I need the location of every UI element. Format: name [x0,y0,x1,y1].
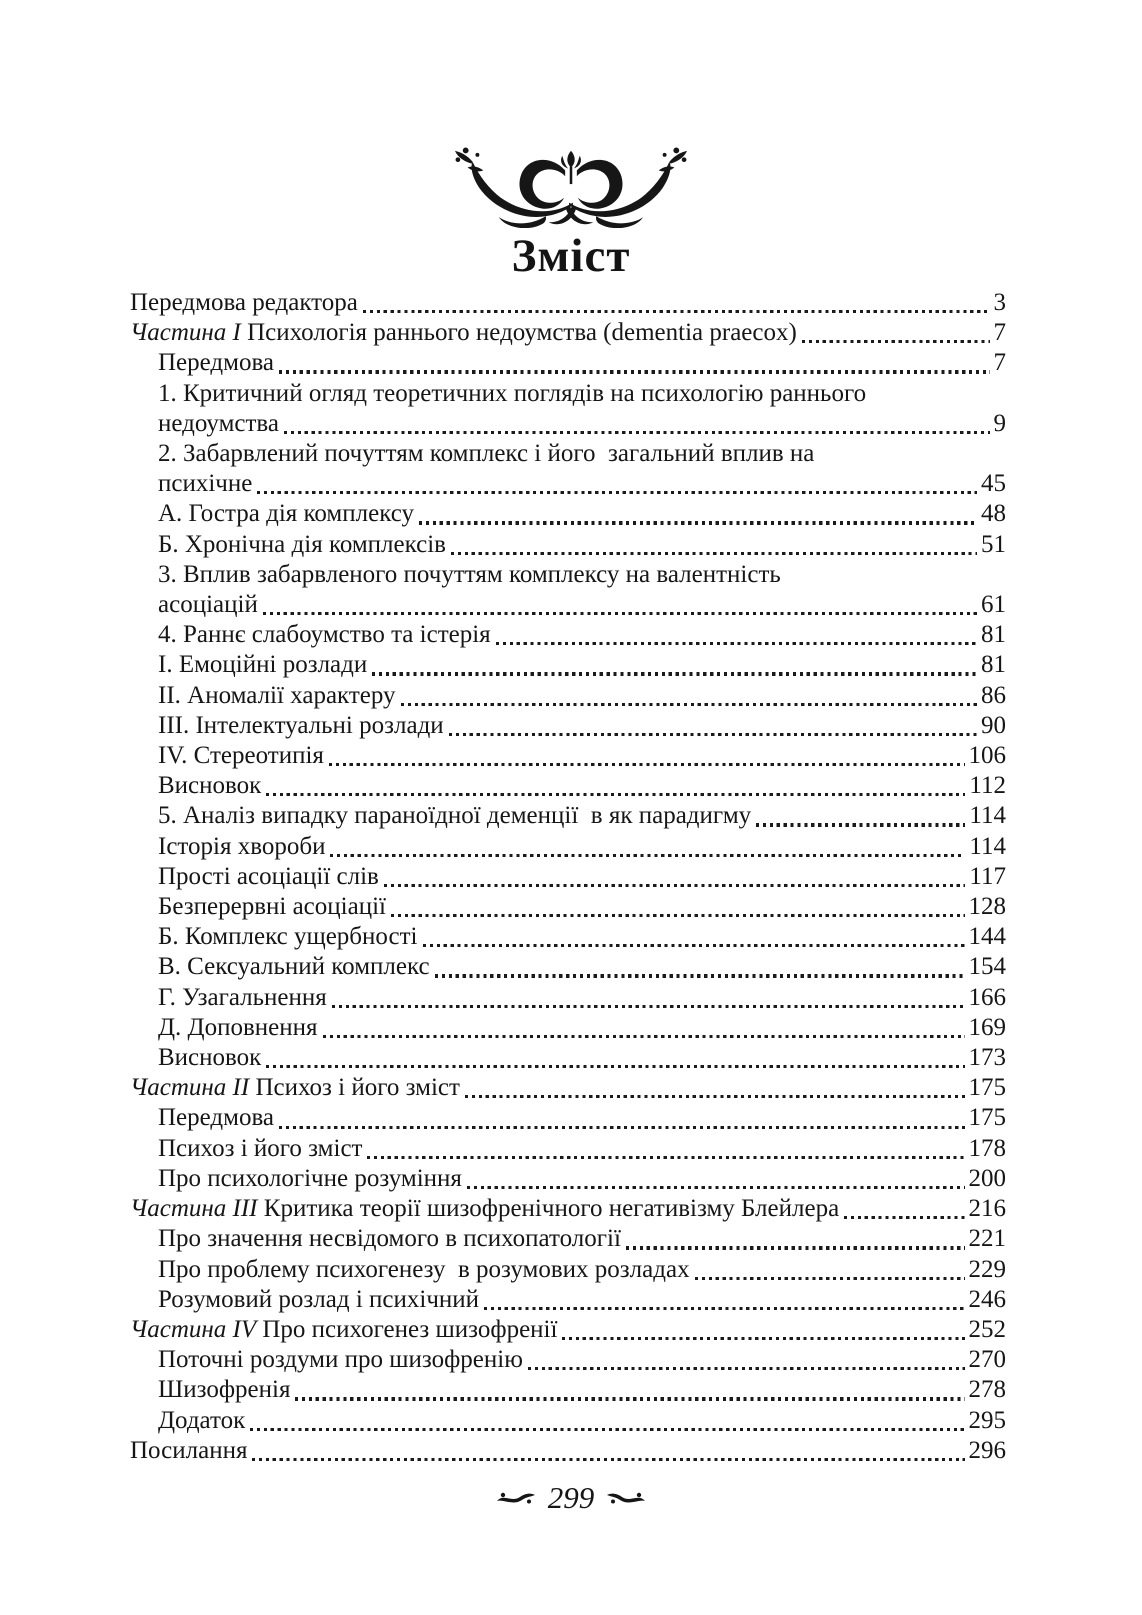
toc-entry-page-number: 90 [981,711,1006,739]
dot-leader [266,1065,964,1068]
dot-leader [329,763,965,766]
toc-entry-page-number: 175 [968,1104,1006,1132]
page-footer [0,1480,1142,1516]
footer-right-flourish-icon [606,1488,646,1508]
toc-entry-title: Про психологічне розуміння [158,1164,462,1192]
toc-entry-page-number: 81 [981,651,1006,679]
toc-entry [130,1224,1006,1254]
dot-leader [330,854,965,857]
dot-leader [367,1156,964,1159]
toc-entry [130,620,1006,650]
toc-entry-title: Шизофренія [158,1376,291,1404]
dot-leader [279,370,989,373]
toc-entry-page-number: 61 [981,591,1006,619]
toc-entry-title: І. Емоційні розлади [158,651,368,679]
toc-entry [130,1436,1006,1466]
dot-leader [562,1337,964,1340]
toc-entry-page-number: 154 [968,953,1006,981]
toc-entry-title: Б. Комплекс ущербності [158,923,418,951]
toc-entry [130,318,1006,348]
toc-entry [130,771,1006,801]
toc-entry-title: 5. Аналіз випадку параноїдної деменції в як парадигму [158,802,752,830]
toc-entry [130,1013,1006,1043]
toc-entry-page-number: 144 [968,923,1006,951]
dot-leader [391,914,965,917]
toc-entry-title: Про психогенез шизофренії [256,1315,558,1343]
toc-entry [130,1345,1006,1375]
dot-leader [695,1277,965,1280]
toc-part-label: Частина I [130,319,241,347]
dot-leader [257,491,977,494]
toc-entry-title: Про значення несвідомого в психопатології [158,1225,621,1253]
toc-entry-title: Посилання [130,1436,248,1464]
toc-entry-page-number: 178 [968,1134,1006,1162]
toc-entry-title: ІІІ. Інтелектуальні розлади [158,711,444,739]
toc-part-label: Частина IV [130,1315,257,1343]
toc-entry [130,801,1006,831]
toc-entry-page-number: 270 [968,1346,1006,1374]
dot-leader [284,431,990,434]
toc-entry-title: Історія хвороби [158,832,326,860]
toc-entry-title: Передмова [158,1104,275,1132]
toc-entry-title: Г. Узагальнення [158,983,327,1011]
toc-entry [130,1134,1006,1164]
dot-leader [295,1397,964,1400]
toc-entry-title: асоціацій [158,591,258,619]
floral-ornament-icon [454,146,688,228]
toc-entry [130,1073,1006,1103]
toc-list [130,288,1006,1466]
toc-entry-page-number: 295 [968,1406,1006,1434]
dot-leader [626,1246,965,1249]
toc-entry-title: Передмова [158,349,275,377]
toc-part-label: Частина II [130,1074,250,1102]
toc-entry [130,1285,1006,1315]
toc-entry [130,1103,1006,1133]
toc-entry-title: Безперервні асоціації [158,893,386,921]
toc-entry-page-number: 9 [993,409,1006,437]
toc-entry [130,439,1006,469]
toc-entry [130,1406,1006,1436]
toc-entry-title: А. Гостра дія комплексу [158,500,414,528]
toc-entry-title: психічне [158,470,253,498]
toc-entry-page-number: 45 [981,470,1006,498]
dot-leader [384,884,966,887]
toc-entry-title: Поточні роздуми про шизофренію [158,1346,523,1374]
toc-entry [130,1255,1006,1285]
toc-entry [130,1194,1006,1224]
toc-entry-page-number: 106 [968,742,1006,770]
toc-entry [130,499,1006,529]
toc-entry-page-number: 252 [968,1315,1006,1343]
toc-entry-title: Про проблему психогенезу в розумових розладах [158,1255,690,1283]
toc-entry-page-number: 175 [968,1074,1006,1102]
toc-entry [130,952,1006,982]
dot-leader [323,1035,965,1038]
toc-entry [130,983,1006,1013]
dot-leader [252,1458,964,1461]
toc-entry [130,590,1006,620]
toc-entry-title: Прості асоціації слів [158,862,379,890]
toc-entry-page-number: 200 [968,1164,1006,1192]
toc-entry-title: Психоз і його зміст [249,1074,460,1102]
toc-entry [130,681,1006,711]
dot-leader [372,672,977,675]
dot-leader [496,642,977,645]
dot-leader [363,310,990,313]
toc-entry [130,711,1006,741]
toc-entry-page-number: 166 [968,983,1006,1011]
toc-entry-title: IV. Стереотипія [158,742,324,770]
toc-entry-title: Розумовий розлад і психічний [158,1285,480,1313]
dot-leader [451,552,977,555]
toc-entry-title: Передмова редактора [130,289,358,316]
toc-entry-page-number: 169 [968,1013,1006,1041]
toc-entry-page-number: 114 [969,802,1006,830]
toc-entry-page-number: 7 [993,349,1006,377]
toc-entry-page-number: 173 [968,1044,1006,1072]
dot-leader [484,1307,964,1310]
toc-entry-title: 4. Раннє слабоумство та істерія [158,621,491,649]
toc-entry-page-number: 221 [968,1225,1006,1253]
toc-entry [130,560,1006,590]
toc-entry [130,409,1006,439]
dot-leader [467,1186,965,1189]
toc-entry [130,741,1006,771]
toc-entry-title: Д. Доповнення [158,1013,318,1041]
toc-entry-page-number: 216 [968,1195,1006,1223]
toc-entry-page-number: 51 [981,530,1006,558]
toc-entry-page-number: 117 [969,862,1006,890]
toc-entry [130,1043,1006,1073]
dot-leader [419,521,977,524]
toc-entry-page-number: 112 [969,772,1006,800]
toc-entry-title: Б. Хронічна дія комплексів [158,530,446,558]
toc-entry [130,1164,1006,1194]
toc-entry-page-number: 278 [968,1376,1006,1404]
toc-entry [130,832,1006,862]
dot-leader [802,340,990,343]
toc-entry [130,650,1006,680]
toc-entry-page-number: 246 [968,1285,1006,1313]
dot-leader [844,1216,964,1219]
toc-entry-title: Додаток [158,1406,246,1434]
toc-entry [130,379,1006,409]
toc-entry [130,348,1006,378]
dot-leader [332,1005,965,1008]
dot-leader [435,974,965,977]
toc-entry-title: 1. Критичний огляд теоретичних поглядів на психологію раннього [158,379,867,407]
toc-entry [130,469,1006,499]
toc-entry-page-number: 296 [968,1436,1006,1464]
toc-entry-title: ІІ. Аномалії характеру [158,681,396,709]
toc-entry-page-number: 3 [993,289,1006,316]
dot-leader [449,733,977,736]
toc-entry-title: 3. Вплив забарвленого почуттям комплексу на валентність [158,560,781,588]
toc-entry-title: В. Сексуальний комплекс [158,953,430,981]
toc-entry [130,892,1006,922]
dot-leader [423,944,965,947]
dot-leader [263,612,977,615]
page-title: Зміст [511,230,631,282]
toc-entry [130,1375,1006,1405]
toc-entry-page-number: 81 [981,621,1006,649]
toc-part-label: Частина III [130,1195,258,1223]
toc-entry-page-number: 114 [969,832,1006,860]
dot-leader [756,823,965,826]
page-number: 299 [547,1480,595,1515]
footer-left-flourish-icon [496,1488,536,1508]
dot-leader [266,793,965,796]
dot-leader [465,1095,965,1098]
toc-entry [130,530,1006,560]
dot-leader [279,1126,964,1129]
toc-entry [130,922,1006,952]
toc-entry-page-number: 86 [981,681,1006,709]
toc-entry-title: 2. Забарвлений почуттям комплекс і його загальний вплив на [158,440,815,468]
toc-entry [130,1315,1006,1345]
toc-entry-title: недоумства [158,409,279,437]
toc-entry-title: Висновок [158,1044,262,1072]
toc-entry-title: Висновок [158,772,262,800]
toc-entry [130,288,1006,318]
toc-entry-title: Психологія раннього недоумства (dementia praecox) [240,319,797,347]
toc-entry-title: Критика теорії шизофренічного негативізму Блейлера [257,1195,840,1223]
toc-entry-page-number: 128 [968,893,1006,921]
dot-leader [250,1428,964,1431]
dot-leader [401,703,977,706]
toc-entry-title: Психоз і його зміст [158,1134,363,1162]
toc-entry-page-number: 229 [968,1255,1006,1283]
toc-entry [130,862,1006,892]
toc-entry-page-number: 7 [993,319,1006,347]
dot-leader [528,1367,965,1370]
toc-entry-page-number: 48 [981,500,1006,528]
